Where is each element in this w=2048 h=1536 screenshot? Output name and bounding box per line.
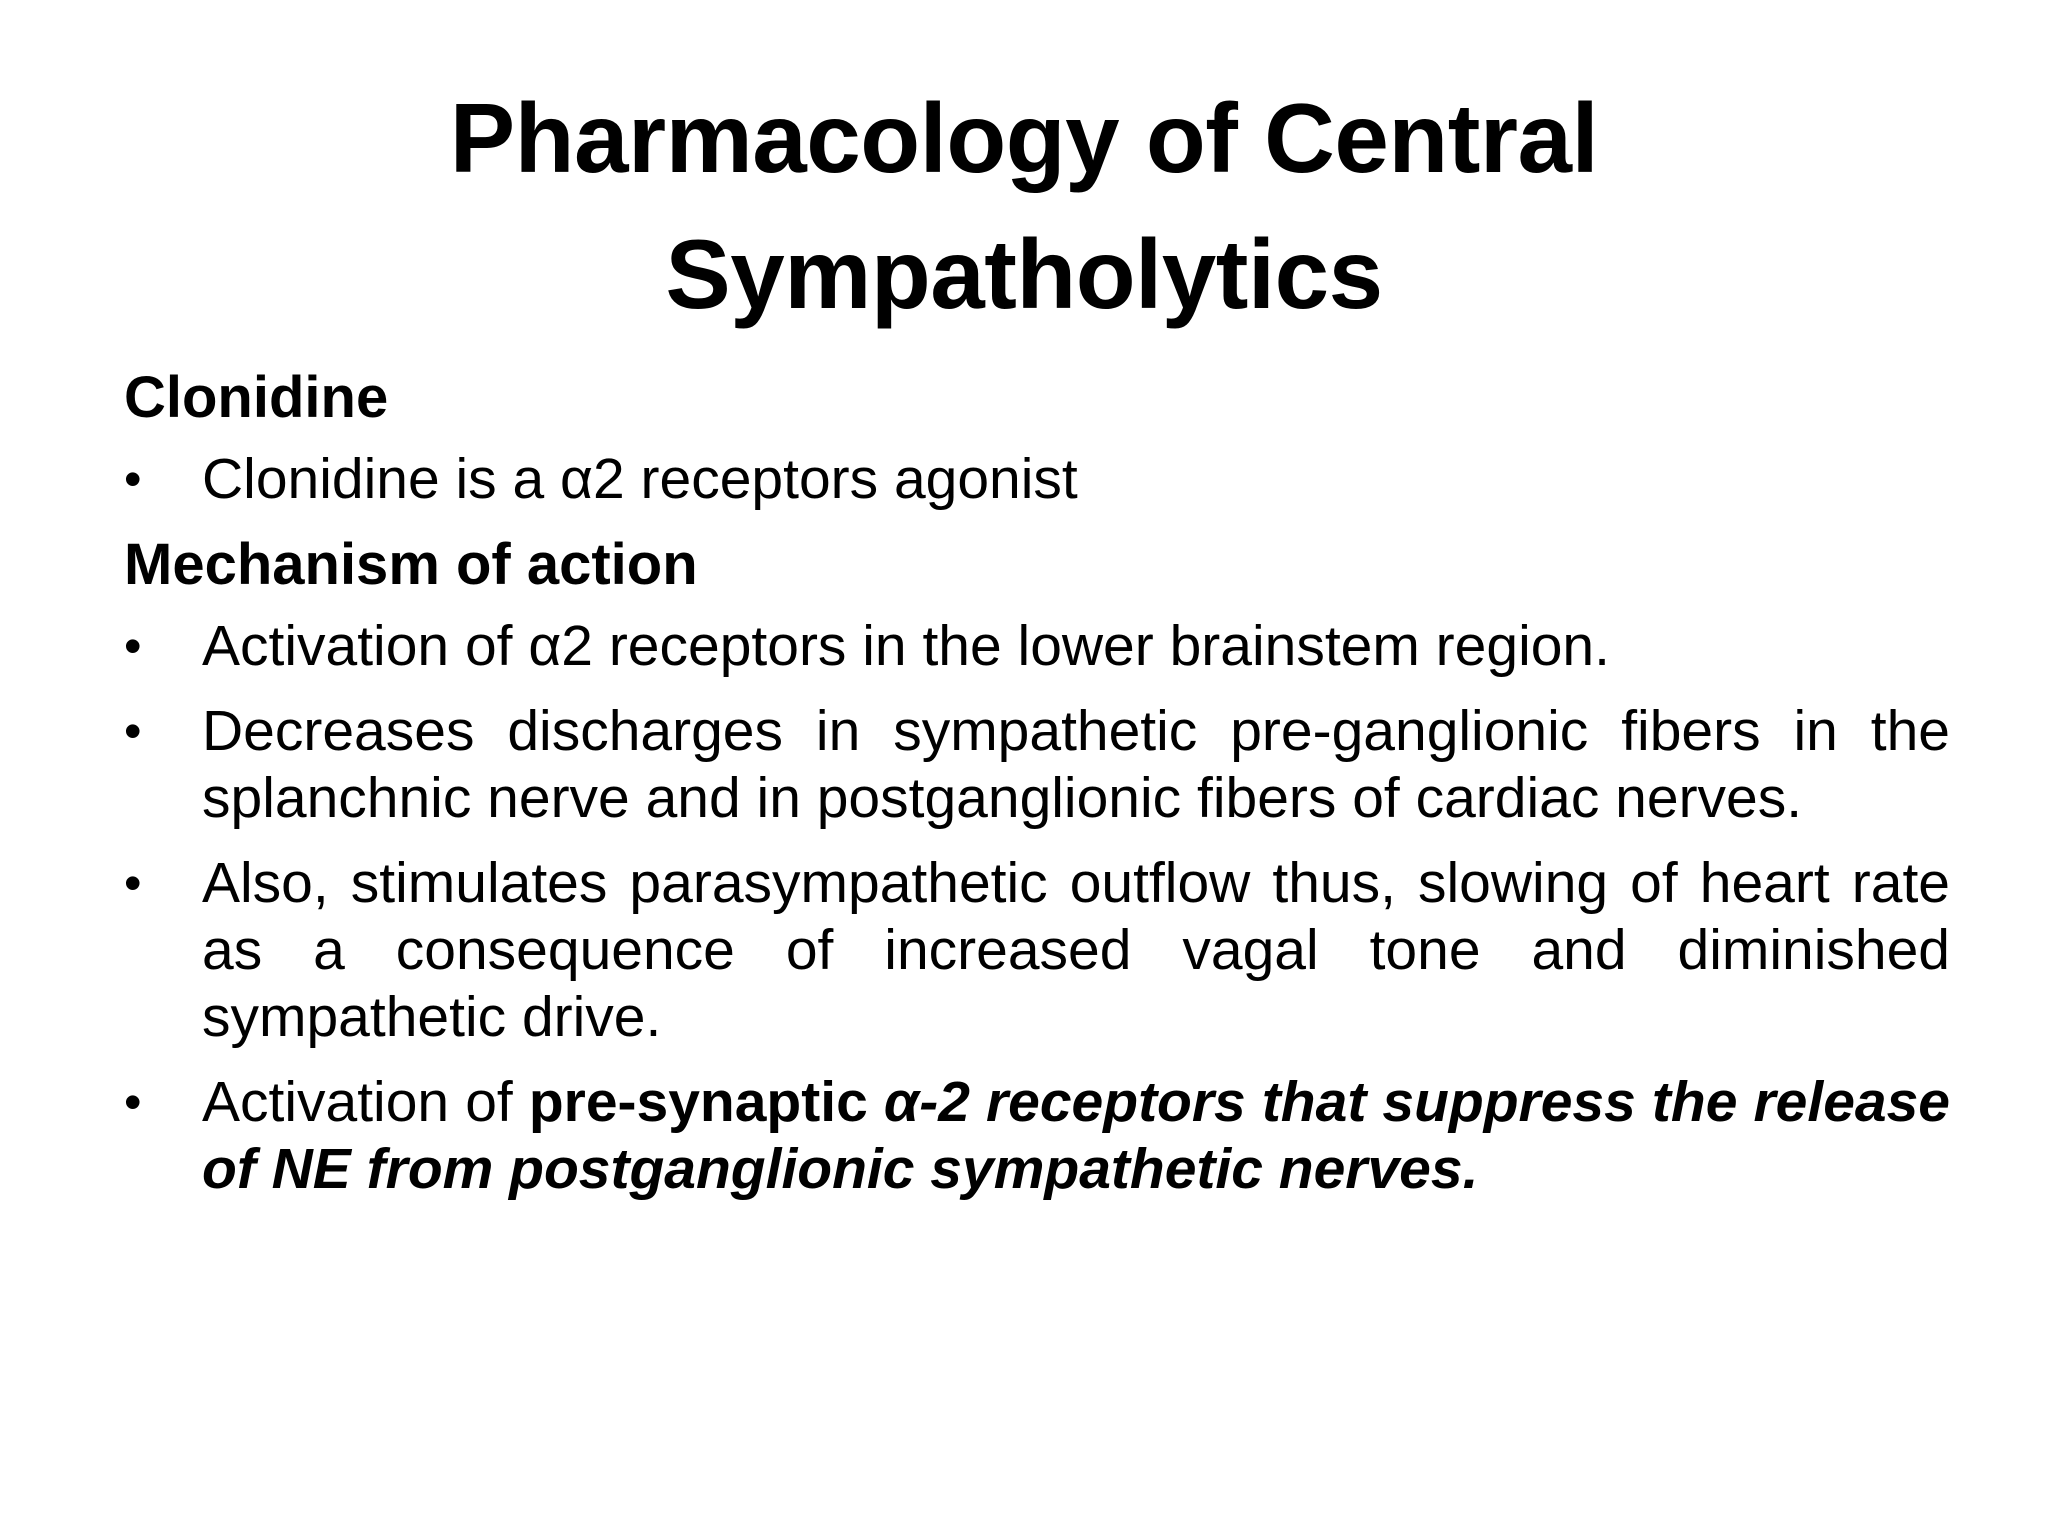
bullet-text: Also, stimulates parasympathetic outflow thus, slowing of heart rate as a consequence of increased vagal tone and diminished sympathetic drive. bbox=[202, 851, 1950, 1049]
bullet-icon: • bbox=[124, 451, 142, 507]
title-line-1: Pharmacology of Central bbox=[449, 83, 1599, 193]
bullet-icon: • bbox=[124, 1074, 142, 1130]
bullet-text: Decreases discharges in sympathetic pre-ganglionic fibers in the splanchnic nerve and in postganglionic fibers of cardiac nerves. bbox=[202, 699, 1950, 830]
bullet-text-bold: pre-synaptic bbox=[528, 1070, 884, 1134]
slide-content bbox=[124, 364, 1950, 1221]
mechanism-bullet-list bbox=[124, 613, 1950, 1203]
section-heading-clonidine: Clonidine bbox=[124, 365, 389, 430]
bullet-text-bold-italic: α-2 receptors that suppress the release of NE from postganglionic sympathetic nerves. bbox=[202, 1070, 1951, 1201]
bullet-icon: • bbox=[124, 618, 142, 674]
list-item bbox=[124, 613, 1950, 680]
list-item bbox=[124, 698, 1950, 832]
section-heading-mechanism: Mechanism of action bbox=[124, 532, 698, 597]
title-line-2: Sympatholytics bbox=[665, 219, 1383, 329]
slide-title bbox=[0, 70, 2048, 342]
clonidine-bullet-list bbox=[124, 446, 1950, 513]
bullet-icon: • bbox=[124, 855, 142, 911]
bullet-text: Activation of α2 receptors in the lower brainstem region. bbox=[202, 614, 1610, 678]
bullet-text: Clonidine is a α2 receptors agonist bbox=[202, 447, 1078, 511]
list-item bbox=[124, 1069, 1950, 1203]
list-item bbox=[124, 446, 1950, 513]
bullet-text-plain: Activation of bbox=[202, 1070, 529, 1134]
bullet-icon: • bbox=[124, 703, 142, 759]
bullet-text-emphasis bbox=[202, 1069, 1950, 1203]
list-item bbox=[124, 850, 1950, 1051]
